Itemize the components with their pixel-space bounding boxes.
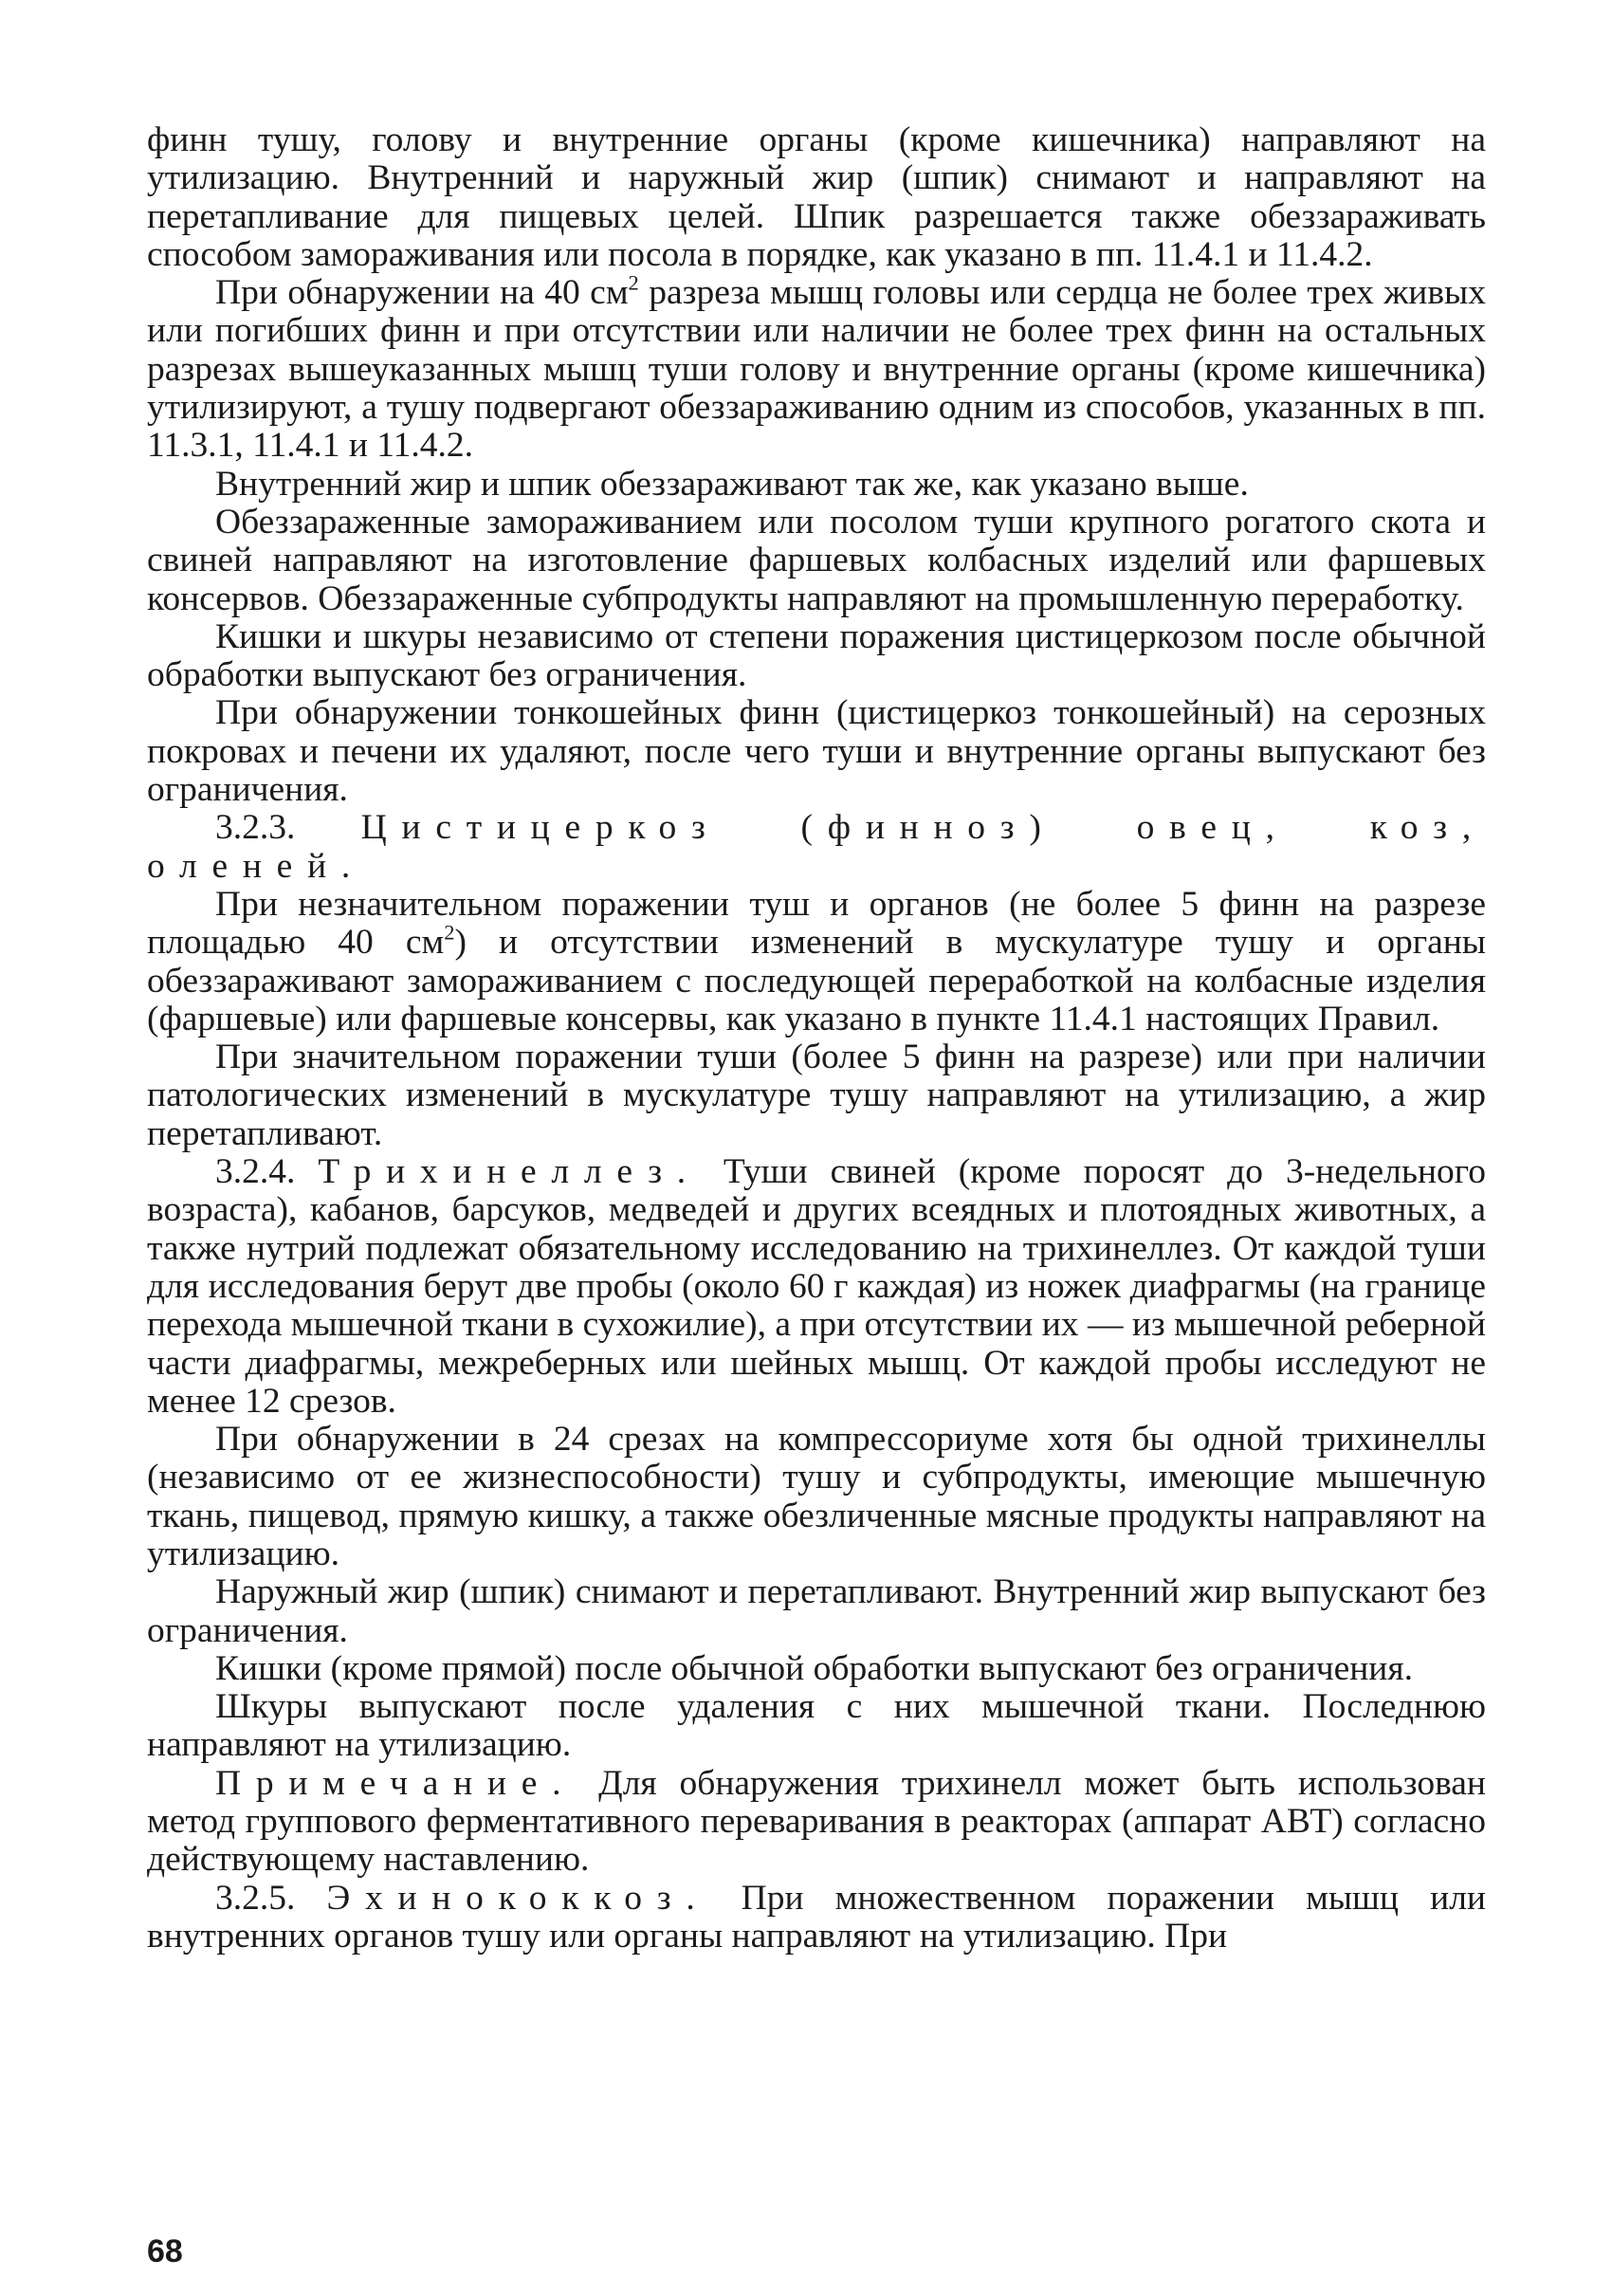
section-title-spaced: Цистицеркоз (финноз) овец, коз, оленей. — [147, 808, 1486, 886]
section-number: 3.2.5. — [215, 1878, 296, 1918]
superscript-2: 2 — [628, 270, 639, 295]
section-3-2-5-echinococcosis — [147, 1880, 1486, 1956]
paragraph-external-fat: Наружный жир (шпик) снимают и перетапливают. Внутренний жир выпускают без ограничения. — [147, 1572, 1486, 1650]
note-body: Для обнаружения трихинелл может быть использован метод группового ферментативного переваривания в реакторах (аппарат АВТ) согласно действующему наставлению. — [147, 1763, 1486, 1880]
paragraph-minor-lesion — [147, 886, 1486, 1038]
section-number: 3.2.4. — [215, 1152, 296, 1192]
section-3-2-4-trichinellosis — [147, 1153, 1486, 1421]
paragraph-intestines-except-rectum: Кишки (кроме прямой) после обычной обработки выпускают без ограничения. — [215, 1648, 1413, 1688]
section-heading-3-2-3 — [147, 809, 1486, 886]
paragraph-disposal-rules: финн тушу, голову и внутренние органы (кроме кишечника) направляют на утилизацию. Внутренний и наружный жир (шпик) снимают и направляют на перетапливание для пищевых целей. Шпик разрешается также обеззараживать способом замораживания или посола в порядке, как указано в пп. 11.4.1 и 11.4.2. — [147, 121, 1486, 274]
section-title-spaced: Трихинеллез. — [318, 1152, 701, 1192]
paragraph-intestines-hides: Кишки и шкуры независимо от степени поражения цистицеркозом после обычной обработки выпускают без ограничения. — [147, 616, 1486, 695]
note-paragraph — [147, 1765, 1486, 1880]
paragraph-text-start: При обнаружении на 40 см — [215, 273, 629, 313]
paragraph-text-start: При незначительном поражении туш и органов (не более 5 финн на разрезе площадью 40 см — [147, 884, 1486, 963]
section-body: Туши свиней (кроме поросят до 3-недельного возраста), кабанов, барсуков, медведей и других всеядных и плотоядных животных, а также нутрий подлежат обязательному исследованию на трихинеллез. От каждой туши для исследования берут две пробы (около 60 г каждая) из ножек диафрагмы (на границе перехода мышечной ткани в сухожилие), а при отсутствии их — из мышечной реберной части диафрагмы, межреберных или шейных мышц. От каждой пробы исследуют не менее 12 срезов. — [147, 1152, 1486, 1421]
superscript-2: 2 — [444, 920, 455, 945]
note-label-spaced: Примечание. — [215, 1763, 577, 1803]
section-number: 3.2.3. — [215, 808, 296, 848]
paragraph-up-to-three-finns — [147, 270, 1486, 466]
paragraph-major-lesion: При значительном поражении туши (более 5 финн на разрезе) или при наличии патологических изменений в мускулатуре тушу направляют на утилизацию, а жир перетапливают. — [147, 1038, 1486, 1153]
paragraph-disinfected-carcasses: Обеззараженные замораживанием или посолом туши крупного рогатого скота и свиней направляют на изготовление фаршевых колбасных изделий или фаршевых консервов. Обеззараженные субпродукты направляют на промышленную переработку. — [147, 502, 1486, 618]
paragraph-text-end: ) и отсутствии изменений в мускулатуре тушу и органы обеззараживают замораживанием с последующей переработкой на колбасные изделия (фаршевые) или фаршевые консервы, как указано в пункте 11.4.1 настоящих Правил. — [147, 923, 1486, 1038]
paragraph-24-sections: При обнаружении в 24 срезах на компрессориуме хотя бы одной трихинеллы (независимо от ее жизнеспособности) тушу и субпродукты, имеющие мышечную ткань, пищевод, прямую кишку, а также обезличенные мясные продукты направляют на утилизацию. — [147, 1420, 1486, 1573]
document-page — [147, 121, 1486, 2236]
paragraph-thin-necked-finns: При обнаружении тонкошейных финн (цистицеркоз тонкошейный) на серозных покровах и печени их удаляют, после чего туши и внутренние органы выпускают без ограничения. — [147, 693, 1486, 810]
page-number: 68 — [147, 2233, 183, 2269]
paragraph-internal-fat: Внутренний жир и шпик обеззараживают так же, как указано выше. — [215, 464, 1249, 504]
paragraph-text-end: разреза мышц головы или сердца не более трех живых или погибших финн и при отсутствии или наличии не более трех финн на остальных разрезах вышеуказанных мышц туши голову и внутренние органы (кроме кишечника) утилизируют, а тушу подвергают обеззараживанию одним из способов, указанных в пп. 11.3.1, 11.4.1 и 11.4.2. — [147, 273, 1486, 466]
section-body: При множественном поражении мышц или внутренних органов тушу или органы направляют на утилизацию. При — [147, 1878, 1486, 1956]
section-title-spaced: Эхинококкоз. — [326, 1878, 710, 1918]
paragraph-hides: Шкуры выпускают после удаления с них мышечной ткани. Последнюю направляют на утилизацию. — [147, 1687, 1486, 1765]
